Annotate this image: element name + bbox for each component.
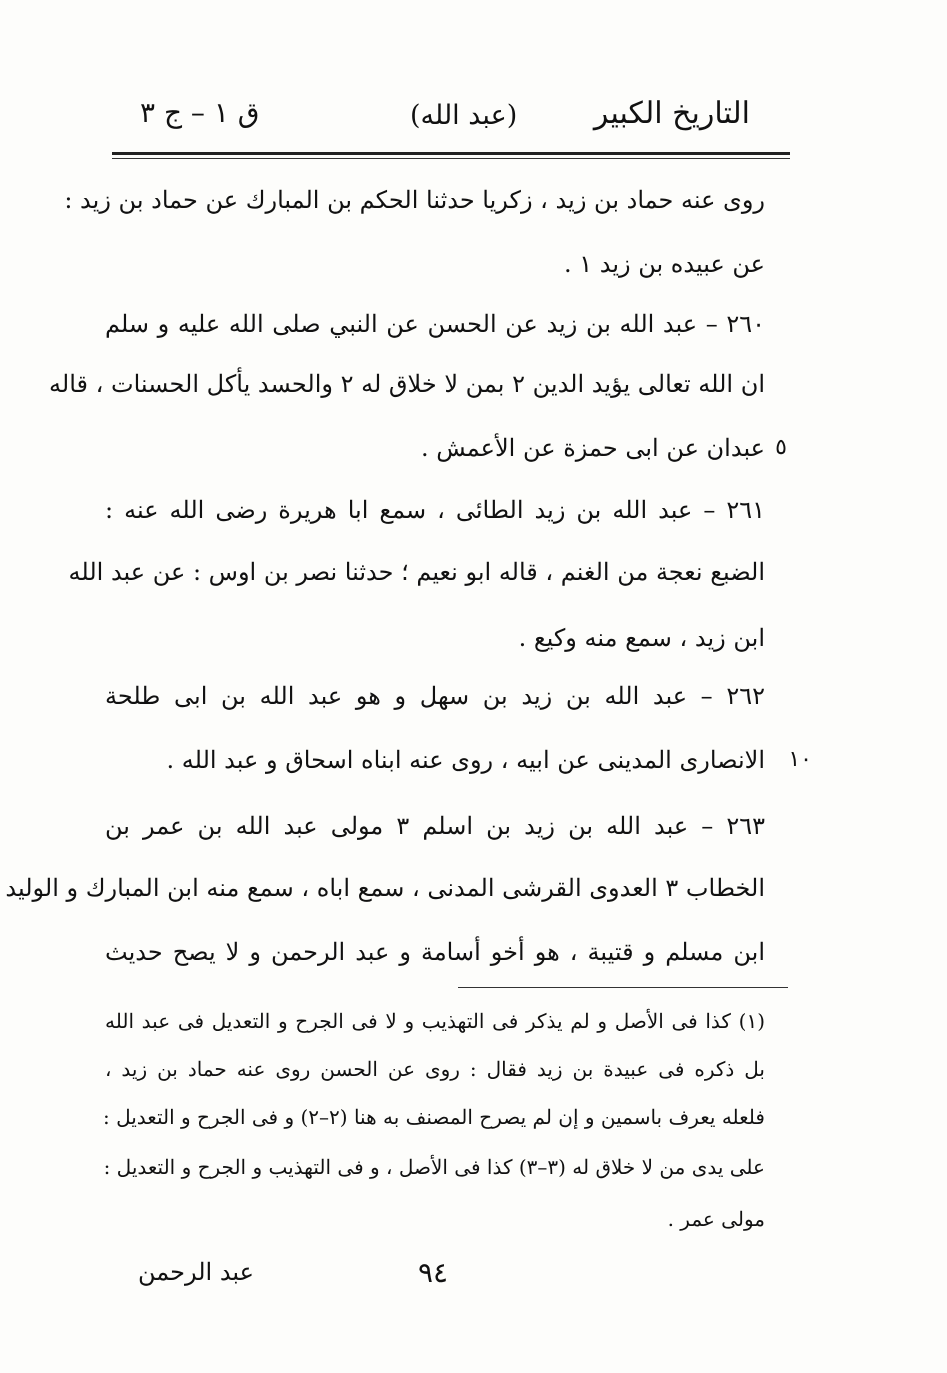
body-line: ابن مسلم و قتيبة ، هو أخو أسامة و عبد الرحمن و لا يصح حديث [105, 938, 765, 966]
page-number: ٩٤ [418, 1256, 449, 1289]
book-title: التاريخ الكبير [593, 96, 750, 131]
line-number-10: ١٠ [788, 747, 812, 772]
header-rule-thick [112, 152, 790, 155]
footnote-line: بل ذكره فى عبيدة بن زيد فقال : روى عن الحسن روى عنه حماد بن زيد ، [105, 1057, 765, 1081]
body-line: ٢٦٣ – عبد الله بن زيد بن اسلم ٣ مولى عبد الله بن عمر بن [105, 812, 765, 840]
body-line: ٢٦١ – عبد الله بن زيد الطائى ، سمع ابا هريرة رضى الله عنه : [105, 496, 765, 524]
footnote-rule [458, 987, 788, 988]
body-line: ٢٦٠ – عبد الله بن زيد عن الحسن عن النبي صلى الله عليه و سلم [105, 310, 765, 338]
body-line: عبدان عن ابى حمزة عن الأعمش . [420, 434, 765, 462]
line-number-5: ٥ [775, 435, 787, 460]
header-rule-thin [112, 158, 790, 159]
body-line: روى عنه حماد بن زيد ، زكريا حدثنا الحكم بن المبارك عن حماد بن زيد : [64, 186, 765, 214]
body-line: الانصارى المدينى عن ابيه ، روى عنه ابناه اسحاق و عبد الله . [166, 746, 765, 774]
body-line: الخطاب ٣ العدوى القرشى المدنى ، سمع اباه ، سمع منه ابن المبارك و الوليد [5, 874, 765, 902]
section-heading: (عبد الله) [410, 100, 518, 131]
footnote-line: مولى عمر . [667, 1207, 765, 1231]
body-line: عن عبيده بن زيد ١ . [563, 250, 765, 278]
body-line: ٢٦٢ – عبد الله بن زيد بن سهل و هو عبد الله بن ابى طلحة [105, 682, 765, 710]
footnote-line: (١) كذا فى الأصل و لم يذكر فى التهذيب و لا فى الجرح و التعديل فى عبد الله [105, 1009, 765, 1033]
running-header [110, 96, 790, 140]
body-line: ان الله تعالى يؤيد الدين ٢ بمن لا خلاق له ٢ والحسد يأكل الحسنات ، قاله [49, 370, 765, 398]
volume-part: ق ١ – ج ٣ [140, 96, 260, 129]
body-line: الضبع نعجة من الغنم ، قاله ابو نعيم ؛ حدثنا نصر بن اوس : عن عبد الله [68, 558, 765, 586]
footnote-line: على يدى من لا خلاق له (٣–٣) كذا فى الأصل ، و فى التهذيب و الجرح و التعديل : [103, 1155, 765, 1179]
body-line: ابن زيد ، سمع منه وكيع . [518, 624, 765, 652]
catchword: عبد الرحمن [138, 1258, 254, 1286]
footnote-line: فلعله يعرف باسمين و إن لم يصرح المصنف به هنا (٢–٢) و فى الجرح و التعديل : [103, 1105, 765, 1129]
